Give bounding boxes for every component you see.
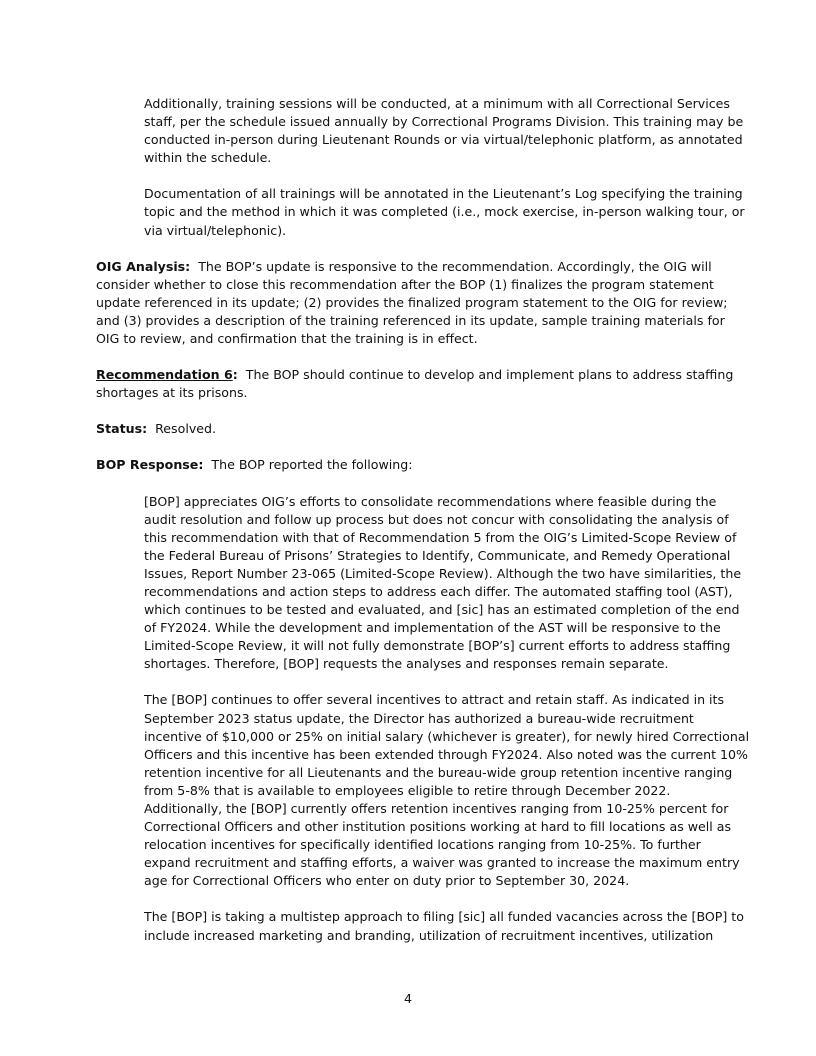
recommendation-label: Recommendation 6 (96, 367, 233, 383)
spacer (96, 240, 736, 258)
spacer (96, 890, 736, 908)
oig-analysis-label: OIG Analysis: (96, 258, 191, 274)
spacer (96, 402, 736, 420)
status-text: Resolved. (155, 421, 217, 437)
page-body (96, 95, 750, 945)
recommendation-colon: : (232, 367, 238, 383)
status-paragraph (96, 420, 736, 438)
response-paragraph-consolidation: [BOP] appreciates OIG’s efforts to consolidate recommendations where feasible during the audit resolution and follow up process but does not concur with consolidating the analysis of this recommendation with that of Recommendation 5 from the OIG’s Limited-Scope Review of the Federal Bureau of Prisons’ Strategies to Identify, Communicate, and Remedy Operational Issues, Report Number 23-065 (Limited-Scope Review). Although the two have similarities, the recommendations and action steps to address each differ. The automated staffing tool (AST), which continues to be tested and evaluated, and [sic] has an estimated completion of the end of FY2024. While the development and implementation of the AST will be responsive to the Limited-Scope Review, it will not fully demonstrate [BOP’s] current efforts to address staffing shortages. Therefore, [BOP] requests the analyses and responses remain separate. (144, 493, 742, 672)
spacer (96, 167, 736, 185)
page-number: 4 (403, 991, 412, 1006)
intro-paragraph-training: Additionally, training sessions will be conducted, at a minimum with all Correctional Services staff, per the schedule issued annually by Correctional Programs Division. This training may be conducted in-person during Lieutenant Rounds or via virtual/telephonic platform, as annotated within the schedule. (144, 96, 744, 166)
oig-analysis-paragraph (96, 258, 736, 348)
recommendation-paragraph (96, 366, 736, 402)
intro-paragraph-documentation: Documentation of all trainings will be annotated in the Lieutenant’s Log specifying the training topic and the method in which it was completed (i.e., mock exercise, in-person walking tour, or via virtual/telephonic). (144, 186, 745, 238)
spacer (96, 438, 736, 456)
recommendation-text: The BOP should continue to develop and implement plans to address staffing shortages at its prisons. (96, 367, 734, 401)
oig-analysis-text: The BOP’s update is responsive to the recommendation. Accordingly, the OIG will consider whether to close this recommendation after the BOP (1) finalizes the program statement update referenced in its update; (2) provides the finalized program statement to the OIG for review; and (3) provides a description of the training referenced in its update, sample training materials for OIG to review, and confirmation that the training is in effect. (96, 258, 728, 347)
response-paragraph-incentives: The [BOP] continues to offer several incentives to attract and retain staff. As indicated in its September 2023 status update, the Director has authorized a bureau-wide recruitment incentive of $10,000 or 25% on initial salary (whichever is greater), for newly hired Correctional Officers and this incentive has been extended through FY2024. Also noted was the current 10% retention incentive for all Lieutenants and the bureau-wide group retention incentive ranging from 5-8% that is available to employees eligible to retire through December 2022. Additionally, the [BOP] currently offers retention incentives ranging from 10-25% percent for Correctional Officers and other institution positions working at hard to fill locations as well as relocation incentives for specifically identified locations ranging from 10-25%. To further expand recruitment and staffing efforts, a waiver was granted to increase the maximum entry age for Correctional Officers who enter on duty prior to September 30, 2024. (144, 692, 750, 889)
spacer (96, 475, 736, 493)
bop-response-paragraph (96, 456, 736, 474)
bop-response-text: The BOP reported the following: (211, 457, 413, 473)
status-label: Status: (96, 421, 148, 437)
spacer (96, 673, 736, 691)
spacer (96, 348, 736, 366)
response-paragraph-vacancies: The [BOP] is taking a multistep approach to filing [sic] all funded vacancies across the [BOP] to include increased marketing and branding, utilization of recruitment incentives, utilization (144, 909, 744, 943)
bop-response-label: BOP Response: (96, 457, 204, 473)
